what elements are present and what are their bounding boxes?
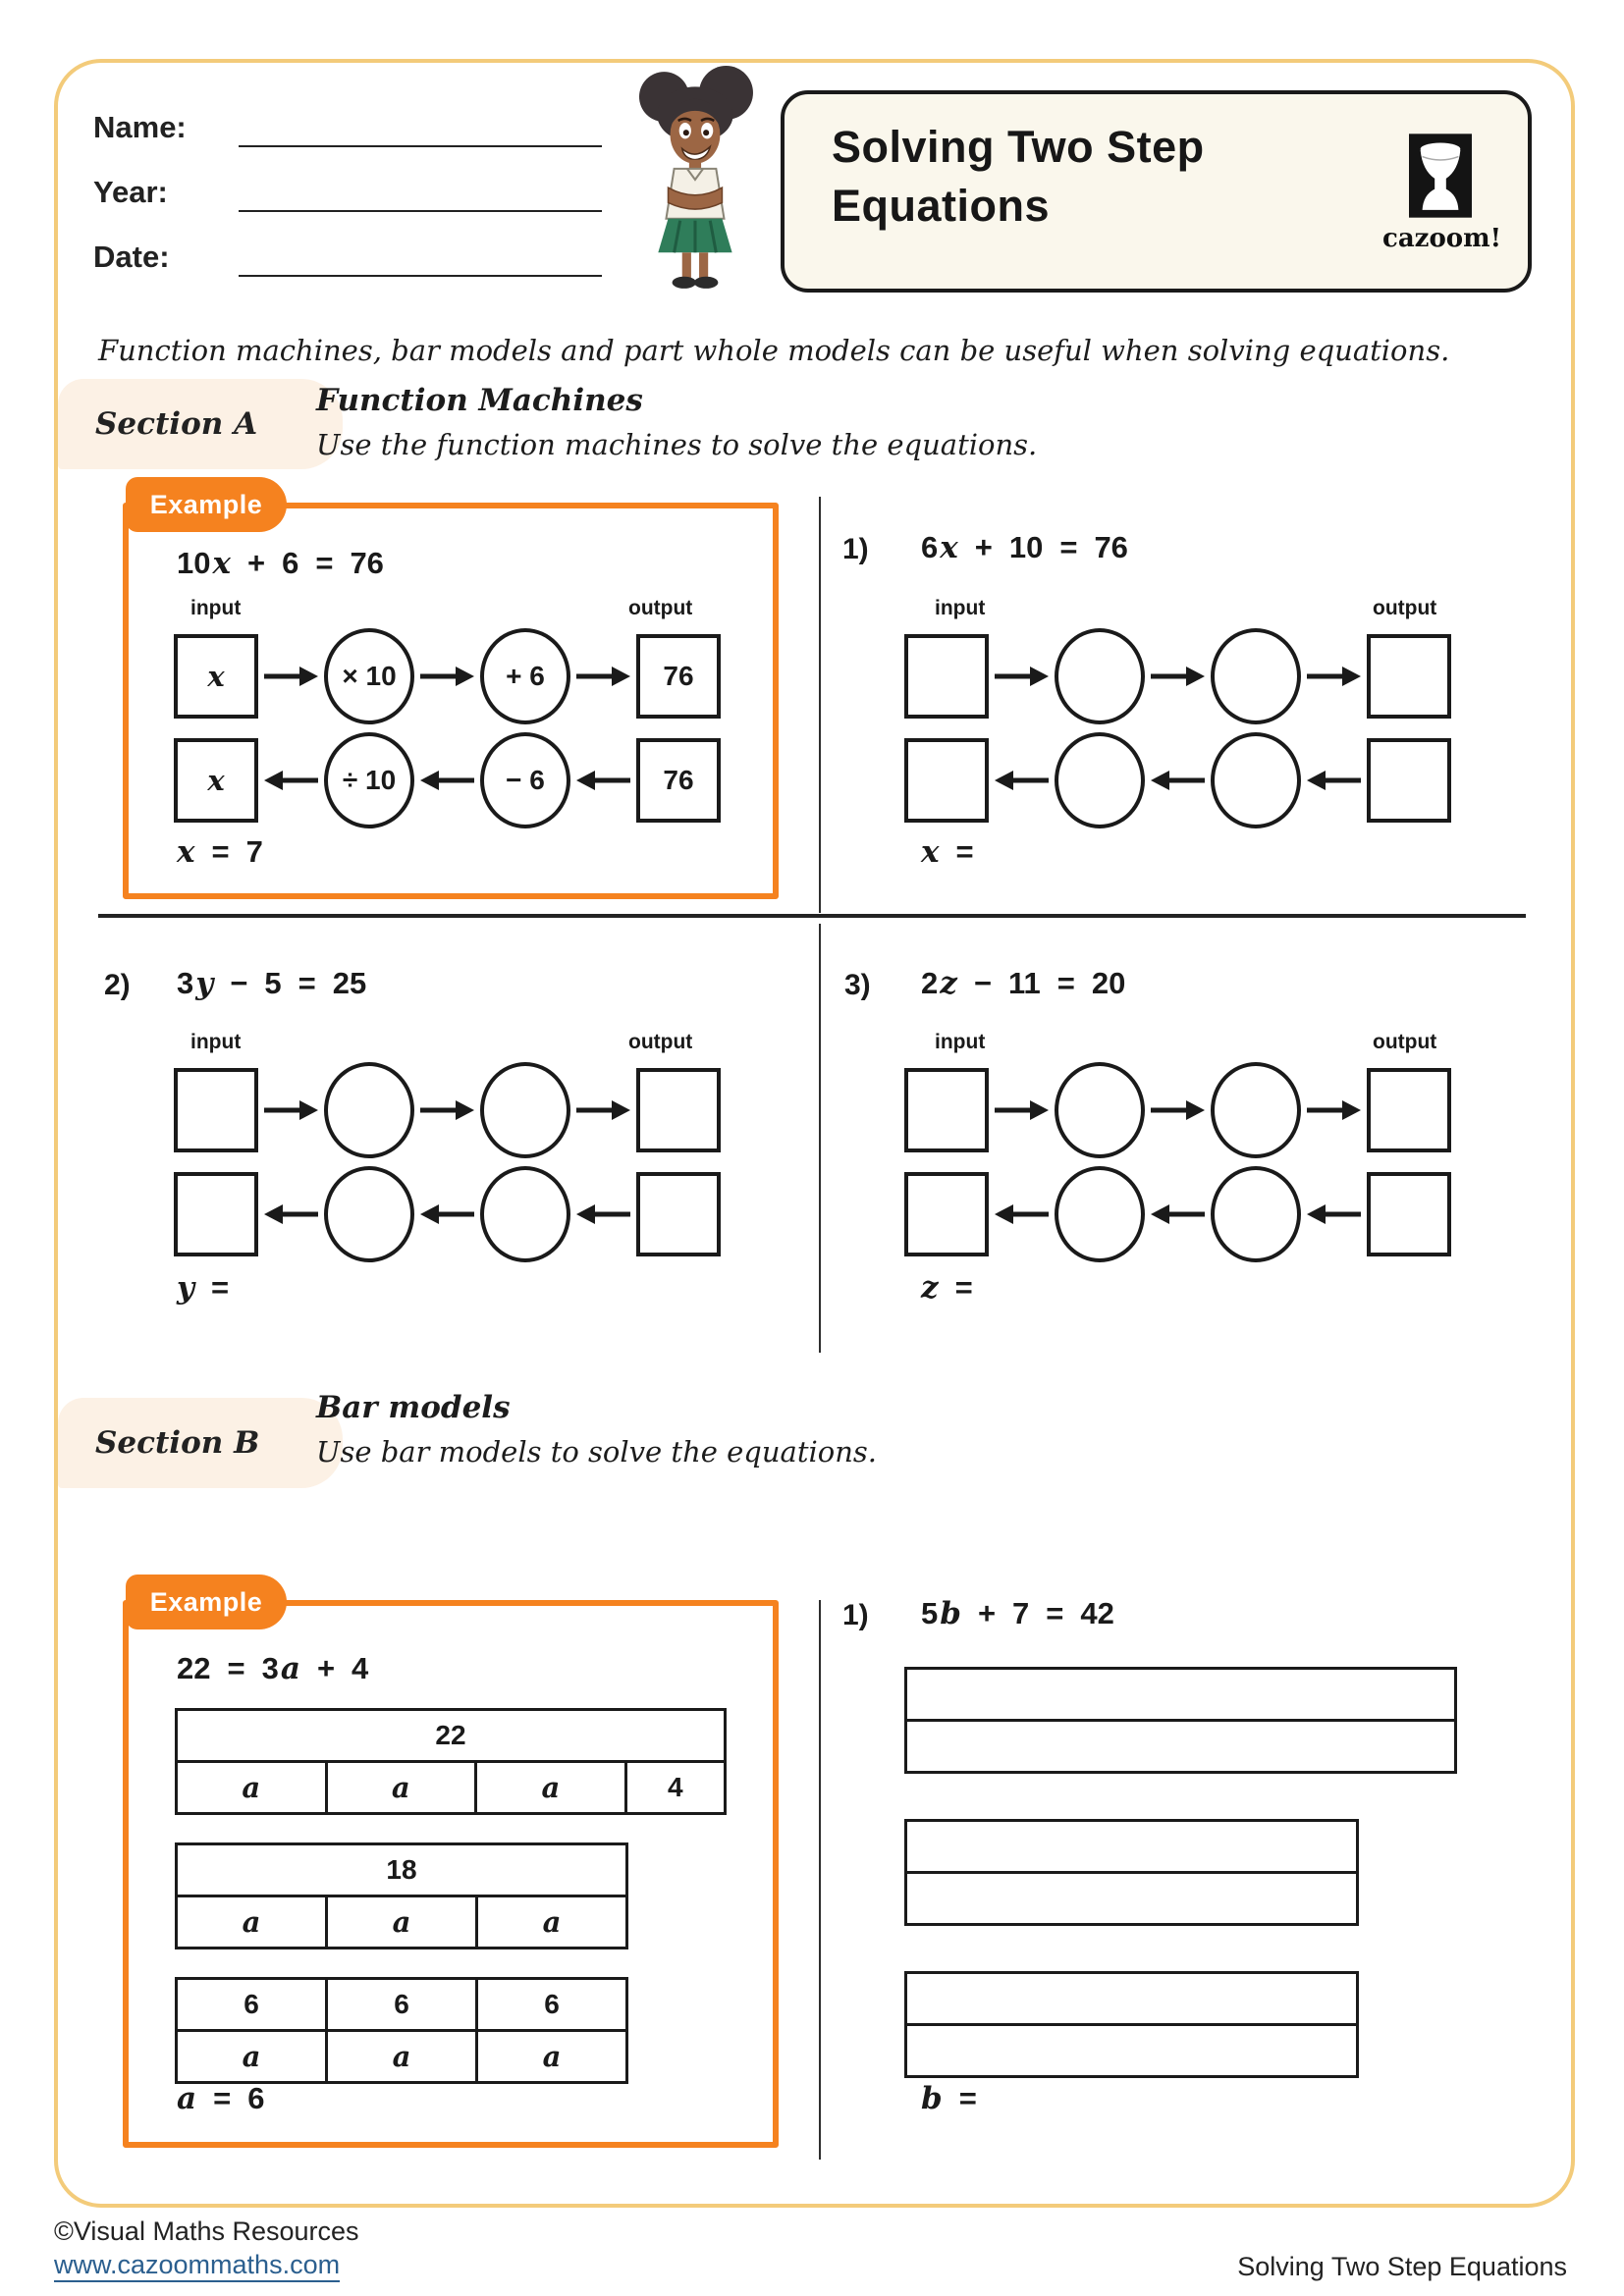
- equation-term: [1008, 966, 1041, 1001]
- equation-term: [211, 1270, 229, 1306]
- equation-number: =: [315, 546, 334, 580]
- name-input-line[interactable]: [239, 145, 602, 147]
- equation-variable: a: [392, 2040, 411, 2073]
- equation-term: [975, 530, 993, 565]
- bar-cell: [475, 1897, 625, 1947]
- equation-term: [333, 966, 366, 1001]
- bar-row: [904, 1722, 1457, 1774]
- machine-io-box: [174, 634, 258, 719]
- equation-variable: a: [280, 1651, 300, 1686]
- equation-term: [247, 2081, 264, 2116]
- arrow-right-icon: [576, 1099, 630, 1121]
- bar-cell: [325, 1980, 475, 2029]
- machine-op-circle-blank[interactable]: [1055, 1166, 1145, 1262]
- machine-op-circle-blank[interactable]: [1211, 732, 1301, 828]
- arrow-right-icon: [1307, 666, 1361, 687]
- equation-term: [247, 546, 265, 581]
- worksheet-title: [832, 118, 1205, 236]
- arrow-right-icon: [1151, 666, 1205, 687]
- machine-io-box-blank[interactable]: [904, 1172, 989, 1256]
- equation-term: [282, 546, 298, 581]
- function-machine-problem-3: [904, 1062, 1451, 1262]
- equation-number: 7: [1012, 1596, 1030, 1630]
- equation-term: [921, 1596, 961, 1631]
- equation-term: [246, 834, 263, 870]
- equation-variable: a: [177, 2081, 197, 2116]
- input-label: input: [190, 597, 242, 619]
- bar-cell-blank[interactable]: [907, 2026, 1356, 2075]
- equation-term: [921, 530, 958, 565]
- equation-term: [955, 834, 973, 870]
- year-label: Year:: [93, 175, 168, 209]
- equation-variable: a: [242, 1771, 261, 1804]
- worksheet-title-line1: Solving Two Step: [832, 122, 1205, 172]
- year-input-line[interactable]: [239, 210, 602, 212]
- machine-op-circle: [324, 732, 414, 828]
- machine-op-circle: [324, 628, 414, 724]
- arrow-right-icon: [420, 1099, 474, 1121]
- arrow-left-icon: [420, 770, 474, 791]
- arrow-left-icon: [1151, 770, 1205, 791]
- equation-term: [1046, 1596, 1063, 1631]
- equation-term: [921, 966, 957, 1001]
- arrow-right-icon: [420, 666, 474, 687]
- arrow-right-icon: [1151, 1099, 1205, 1121]
- bar-row: [175, 1763, 727, 1815]
- equation-term: [1094, 530, 1127, 565]
- arrow-right-icon: [995, 666, 1049, 687]
- bar-model: [904, 1819, 1457, 1926]
- bar-row: [904, 1819, 1359, 1874]
- column-divider: [819, 924, 821, 1353]
- equation-number: 20: [1091, 966, 1126, 1000]
- equation-number: 3: [177, 966, 194, 1000]
- machine-io-box-blank[interactable]: [904, 1068, 989, 1152]
- footer-website-link[interactable]: www.cazoommaths.com: [54, 2250, 340, 2282]
- input-label: input: [935, 597, 986, 619]
- equation-variable: z: [921, 1270, 939, 1306]
- bar-example-answer: [177, 2081, 264, 2116]
- equation-number: =: [1046, 1596, 1064, 1630]
- equation-variable: a: [242, 1905, 261, 1939]
- column-divider: [819, 497, 821, 913]
- equation-variable: a: [542, 2040, 562, 2073]
- equation-number: 22: [177, 1651, 211, 1685]
- equation-term: [921, 1270, 939, 1306]
- bar-cell: [325, 1897, 475, 1947]
- worksheet-title-line2: Equations: [832, 181, 1051, 231]
- machine-row-forward: [904, 1062, 1451, 1158]
- output-label: output: [1373, 597, 1437, 619]
- equation-term: [1057, 966, 1075, 1001]
- equation-number: 6: [921, 530, 939, 564]
- output-label: output: [628, 597, 693, 619]
- arrow-left-icon: [995, 770, 1049, 791]
- problem-1-number: 1): [842, 533, 869, 565]
- machine-op-circle-blank[interactable]: [480, 1062, 570, 1158]
- arrow-left-icon: [264, 1203, 318, 1225]
- arrow-right-icon: [576, 666, 630, 687]
- equation-variable: x: [207, 764, 225, 797]
- equation-number: 76: [350, 546, 384, 580]
- equation-number: 76: [1094, 530, 1128, 564]
- equation-number: 6: [244, 1989, 259, 2019]
- equation-number: +: [316, 1651, 336, 1685]
- machine-io-box: [636, 634, 721, 719]
- equation-term: [974, 966, 992, 1001]
- bar-cell: [475, 1980, 625, 2029]
- bar-problem-1-equation: [921, 1596, 1114, 1631]
- equation-term: [211, 834, 229, 870]
- equation-variable: x: [207, 660, 225, 693]
- machine-row-forward: [904, 628, 1451, 724]
- date-input-line[interactable]: [239, 275, 602, 277]
- output-label: output: [628, 1031, 693, 1053]
- equation-variable: b: [921, 2081, 943, 2116]
- bar-row: [904, 2026, 1359, 2078]
- arrow-left-icon: [995, 1203, 1049, 1225]
- equation-term: [1059, 530, 1077, 565]
- equation-number: +: [246, 546, 266, 580]
- equation-term: [1080, 1596, 1113, 1631]
- equation-number: 5: [921, 1596, 939, 1630]
- bar-cell: [178, 1845, 625, 1895]
- equation-term: [921, 2081, 943, 2116]
- equation-number: 2: [921, 966, 939, 1000]
- arrow-left-icon: [264, 770, 318, 791]
- equation-variable: x: [212, 546, 231, 581]
- equation-number: 76: [663, 661, 694, 691]
- equation-number: =: [298, 966, 316, 1000]
- equation-term: [298, 966, 316, 1001]
- bar-problem-1-number: 1): [842, 1599, 869, 1631]
- footer-doc-title: Solving Two Step Equations: [1237, 2252, 1567, 2281]
- bar-row: [904, 1874, 1359, 1926]
- section-b-label: Section B: [58, 1398, 343, 1488]
- equation-number: −: [973, 966, 992, 1000]
- equation-variable: x: [921, 834, 940, 870]
- machine-op-circle-blank[interactable]: [1055, 1062, 1145, 1158]
- machine-io-box-blank[interactable]: [174, 1068, 258, 1152]
- bar-cell: [325, 2032, 475, 2081]
- equation-term: [959, 2081, 977, 2116]
- machine-row-backward: [174, 1166, 721, 1262]
- equation-term: [1012, 1596, 1029, 1631]
- machine-op-circle: [480, 732, 570, 828]
- machine-row-backward: [904, 1166, 1451, 1262]
- equation-term: [177, 1270, 194, 1306]
- bar-cell: [178, 1897, 325, 1947]
- equation-variable: a: [391, 1771, 410, 1804]
- equation-number: =: [958, 2081, 977, 2115]
- equation-number: =: [955, 834, 974, 869]
- equation-number: 76: [663, 765, 694, 795]
- equation-variable: x: [940, 530, 958, 565]
- equation-term: [955, 1270, 973, 1306]
- bar-problem-1-answer: [921, 2081, 977, 2116]
- equation-term: [177, 966, 213, 1001]
- equation-number: 6: [394, 1989, 409, 2019]
- equation-number: 3: [261, 1651, 279, 1685]
- bar-row: [175, 1842, 628, 1897]
- bar-model: [904, 1971, 1457, 2078]
- equation-number: +: [974, 530, 993, 564]
- arrow-left-icon: [576, 1203, 630, 1225]
- bar-models-example: [175, 1708, 727, 2111]
- equation-number: 11: [1007, 966, 1041, 1000]
- equation-number: 25: [332, 966, 367, 1000]
- equation-number: 6: [282, 546, 299, 580]
- arrow-right-icon: [995, 1099, 1049, 1121]
- footer-copyright: ©Visual Maths Resources: [54, 2216, 359, 2246]
- bar-cell-blank[interactable]: [907, 1974, 1356, 2023]
- machine-io-box-blank[interactable]: [636, 1172, 721, 1256]
- bar-row: [175, 1897, 628, 1949]
- equation-number: =: [954, 1270, 973, 1305]
- equation-number: −: [230, 966, 248, 1000]
- problem-2-number: 2): [104, 969, 131, 1001]
- cazoom-logo: [1382, 133, 1502, 253]
- bar-cell: [178, 1980, 325, 2029]
- equation-number: 4: [668, 1772, 683, 1802]
- equation-variable: a: [541, 1771, 561, 1804]
- problem-3-answer: [921, 1270, 973, 1306]
- bar-model: [904, 1667, 1457, 1774]
- example-answer: [177, 834, 263, 870]
- problem-1-equation: [921, 530, 1128, 565]
- machine-op-circle-blank[interactable]: [480, 1166, 570, 1262]
- equation-term: [262, 1651, 300, 1686]
- cazoom-drum-icon: [1409, 133, 1472, 218]
- equation-number: + 6: [506, 661, 545, 691]
- machine-io-box: [174, 738, 258, 823]
- equation-variable: a: [542, 1905, 562, 1939]
- bar-cell: [474, 1763, 624, 1812]
- equation-variable: z: [940, 966, 957, 1001]
- input-label: input: [190, 1031, 242, 1053]
- machine-row-forward: [174, 628, 721, 724]
- machine-io-box-blank[interactable]: [636, 1068, 721, 1152]
- equation-number: =: [1059, 530, 1078, 564]
- row-divider: [98, 914, 1526, 918]
- problem-2-equation: [177, 966, 366, 1001]
- intro-text: Function machines, bar models and part whole models can be useful when solving equations.: [98, 334, 1450, 367]
- equation-term: [350, 546, 383, 581]
- machine-op-circle-blank[interactable]: [1055, 628, 1145, 724]
- machine-op-circle-blank[interactable]: [324, 1166, 414, 1262]
- function-machine-problem-2: [174, 1062, 721, 1262]
- equation-term: [352, 1651, 368, 1686]
- section-a-heading: Function Machines: [316, 383, 643, 418]
- equation-term: [264, 966, 281, 1001]
- bar-cell-blank[interactable]: [907, 1874, 1356, 1923]
- problem-3-equation: [921, 966, 1125, 1001]
- section-b-heading: Bar models: [316, 1390, 511, 1425]
- problem-2-answer: [177, 1270, 229, 1306]
- equation-variable: y: [195, 966, 214, 1001]
- bar-model: [175, 1708, 727, 1815]
- machine-row-backward: [174, 732, 721, 828]
- equation-term: [213, 2081, 231, 2116]
- student-character-illustration: [619, 63, 776, 293]
- equation-number: 22: [435, 1720, 466, 1750]
- equation-term: [1092, 966, 1125, 1001]
- function-machine-example: [174, 628, 721, 828]
- bar-row: [904, 1971, 1359, 2026]
- machine-io-box-blank[interactable]: [1367, 1068, 1451, 1152]
- machine-io-box: [636, 738, 721, 823]
- equation-number: 10: [1008, 530, 1044, 564]
- cazoom-logo-text: cazoom!: [1382, 224, 1502, 253]
- bar-row: [175, 2032, 628, 2084]
- example-equation: [177, 546, 384, 581]
- bar-cell-blank[interactable]: [907, 1822, 1356, 1871]
- machine-io-box-blank[interactable]: [1367, 738, 1451, 823]
- equation-variable: y: [177, 1270, 195, 1306]
- arrow-right-icon: [264, 1099, 318, 1121]
- equation-term: [177, 546, 231, 581]
- arrow-left-icon: [420, 1203, 474, 1225]
- bar-row: [175, 1977, 628, 2032]
- name-label: Name:: [93, 110, 187, 144]
- machine-op-circle-blank[interactable]: [1211, 1062, 1301, 1158]
- equation-number: =: [211, 834, 230, 869]
- equation-number: =: [211, 1270, 230, 1305]
- machine-io-box-blank[interactable]: [904, 738, 989, 823]
- equation-term: [177, 2081, 196, 2116]
- equation-term: [978, 1596, 996, 1631]
- arrow-right-icon: [1307, 1099, 1361, 1121]
- bar-model: [175, 1842, 727, 1949]
- equation-number: 5: [264, 966, 282, 1000]
- machine-op-circle-blank[interactable]: [1211, 1166, 1301, 1262]
- machine-op-circle-blank[interactable]: [1055, 732, 1145, 828]
- machine-io-box-blank[interactable]: [1367, 634, 1451, 719]
- section-b-instruction: Use bar models to solve the equations.: [316, 1435, 877, 1468]
- bar-cell-blank[interactable]: [907, 1722, 1454, 1771]
- equation-number: +: [977, 1596, 997, 1630]
- equation-number: × 10: [342, 661, 397, 691]
- worksheet-title-box: [781, 90, 1532, 293]
- arrow-right-icon: [264, 666, 318, 687]
- arrow-left-icon: [576, 770, 630, 791]
- equation-number: − 6: [506, 765, 545, 795]
- equation-number: =: [1056, 966, 1075, 1000]
- problem-3-number: 3): [844, 969, 871, 1001]
- equation-number: 18: [386, 1854, 417, 1885]
- equation-term: [315, 546, 333, 581]
- machine-row-forward: [174, 1062, 721, 1158]
- bar-cell-blank[interactable]: [907, 1670, 1454, 1719]
- arrow-left-icon: [1307, 770, 1361, 791]
- equation-number: 6: [544, 1989, 560, 2019]
- equation-number: 7: [245, 834, 263, 869]
- bar-cell: [325, 1763, 475, 1812]
- equation-term: [230, 966, 247, 1001]
- bar-cell: [475, 2032, 625, 2081]
- equation-number: 4: [352, 1651, 369, 1685]
- equation-number: 10: [177, 546, 211, 580]
- equation-term: [177, 834, 194, 870]
- bar-models-problem-1: [904, 1667, 1457, 2123]
- machine-io-box-blank[interactable]: [1367, 1172, 1451, 1256]
- equation-term: [227, 1651, 244, 1686]
- output-label: output: [1373, 1031, 1437, 1053]
- equation-number: ÷ 10: [342, 765, 397, 795]
- machine-io-box-blank[interactable]: [904, 634, 989, 719]
- input-label: input: [935, 1031, 986, 1053]
- section-a-instruction: Use the function machines to solve the equations.: [316, 428, 1038, 461]
- equation-variable: x: [177, 834, 195, 870]
- equation-term: [317, 1651, 335, 1686]
- date-label: Date:: [93, 240, 170, 274]
- machine-row-backward: [904, 732, 1451, 828]
- arrow-left-icon: [1307, 1203, 1361, 1225]
- equation-term: [177, 1651, 210, 1686]
- bar-cell: [178, 2032, 325, 2081]
- example-tab: Example: [126, 1575, 287, 1629]
- bar-cell: [178, 1711, 724, 1760]
- equation-variable: a: [242, 2040, 261, 2073]
- machine-io-box-blank[interactable]: [174, 1172, 258, 1256]
- machine-op-circle: [480, 628, 570, 724]
- equation-variable: b: [940, 1596, 961, 1631]
- bar-cell: [178, 1763, 325, 1812]
- equation-number: 6: [247, 2081, 265, 2115]
- equation-number: 42: [1080, 1596, 1114, 1630]
- bar-row: [904, 1667, 1457, 1722]
- equation-variable: a: [392, 1905, 411, 1939]
- equation-term: [921, 834, 939, 870]
- example-tab: Example: [126, 477, 287, 532]
- function-machine-problem-1: [904, 628, 1451, 828]
- bar-example-equation: [177, 1651, 368, 1686]
- machine-op-circle-blank[interactable]: [324, 1062, 414, 1158]
- equation-number: =: [213, 2081, 232, 2115]
- equation-number: =: [227, 1651, 245, 1685]
- arrow-left-icon: [1151, 1203, 1205, 1225]
- section-a-label: Section A: [58, 379, 343, 469]
- bar-cell: [624, 1763, 724, 1812]
- equation-term: [1009, 530, 1043, 565]
- column-divider: [819, 1600, 821, 2160]
- machine-op-circle-blank[interactable]: [1211, 628, 1301, 724]
- bar-model: [175, 1977, 727, 2084]
- bar-row: [175, 1708, 727, 1763]
- problem-1-answer: [921, 834, 974, 870]
